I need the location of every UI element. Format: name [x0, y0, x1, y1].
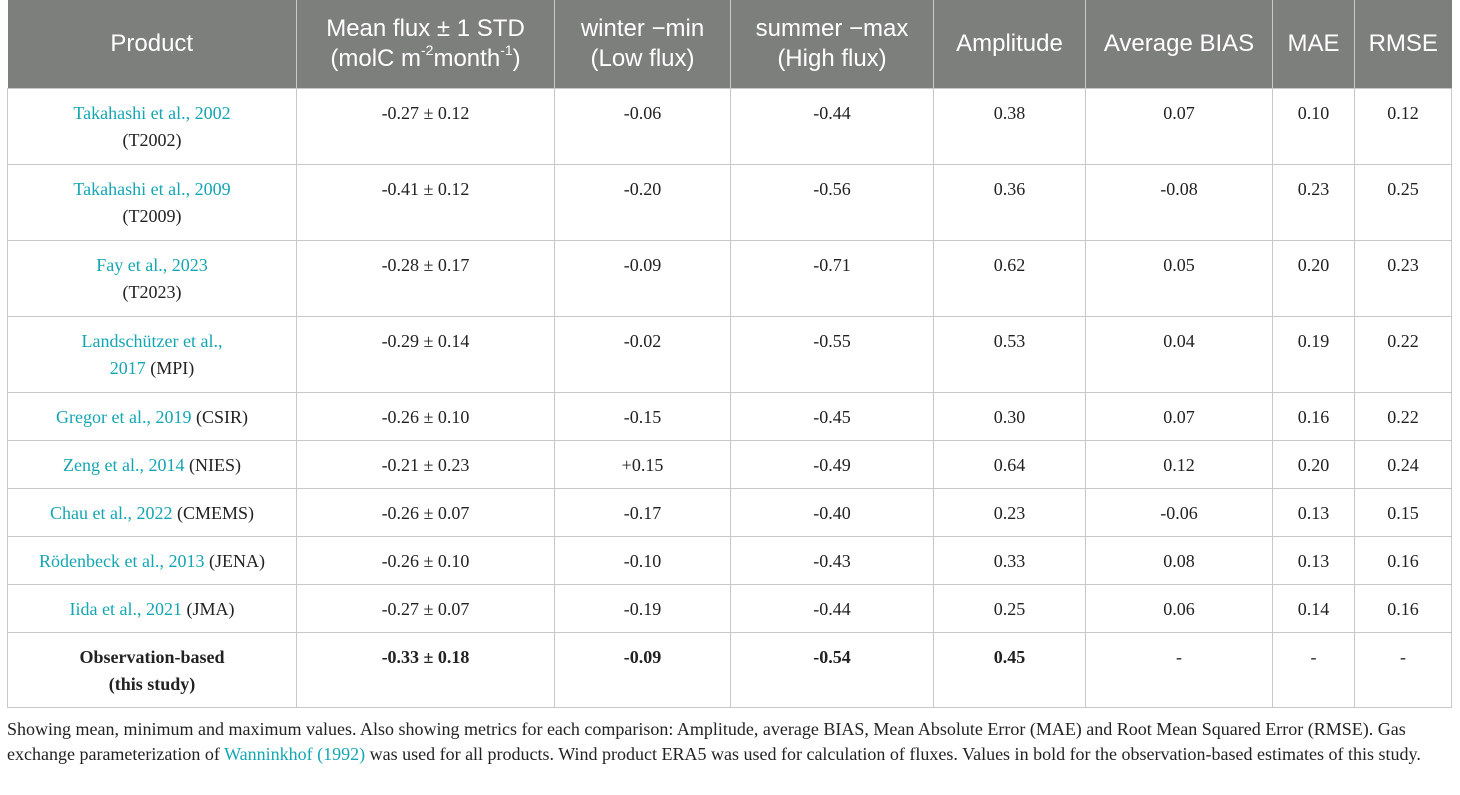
mae-cell: 0.19 [1273, 316, 1355, 392]
rmse-cell: 0.22 [1355, 316, 1452, 392]
reference-link[interactable]: Rödenbeck et al., 2013 [39, 550, 205, 571]
bias-cell: 0.07 [1086, 88, 1273, 164]
header-summer-line1: summer −max [755, 14, 909, 42]
table-row [8, 392, 1452, 440]
product-code: (CSIR) [195, 406, 248, 427]
caption-text-b: was used for all products. Wind product ERA5 was used for calculation of fluxes. Values in bold for the observation-based estimates of this study. [365, 744, 1421, 764]
winter-min-cell: -0.10 [555, 536, 731, 584]
winter-min-cell: -0.09 [555, 240, 731, 316]
table-row [8, 440, 1452, 488]
summer-max-cell: -0.40 [731, 488, 934, 536]
mae-cell: 0.13 [1273, 488, 1355, 536]
mean-flux-cell: -0.29 ± 0.14 [297, 316, 555, 392]
caption-text-a: Showing mean, minimum and maximum values. Also showing metrics for each comparison: Amplitude, average BIAS, Mean Absolute Error (MAE) and Root Mean Squared Error (RMSE). Gas exchange parameterization of [7, 719, 1406, 764]
reference-link-year[interactable]: 2017 [109, 357, 146, 378]
observation-row [8, 632, 1452, 707]
product-code: (MPI) [150, 357, 195, 378]
header-mean-flux-unit-a: (molC m [330, 44, 422, 72]
mean-flux-cell: -0.27 ± 0.12 [297, 88, 555, 164]
mean-flux-cell: -0.41 ± 0.12 [297, 164, 555, 240]
header-amplitude [934, 0, 1086, 88]
flux-table-container [7, 0, 1451, 708]
winter-min-cell: -0.06 [555, 88, 731, 164]
summer-max-cell: -0.45 [731, 392, 934, 440]
winter-min-cell: -0.09 [555, 632, 731, 707]
header-product [8, 0, 297, 88]
header-mean-flux-unit-c: ) [512, 44, 521, 72]
rmse-cell: 0.25 [1355, 164, 1452, 240]
product-cell [8, 584, 297, 632]
bias-cell: -0.06 [1086, 488, 1273, 536]
amplitude-cell: 0.45 [934, 632, 1086, 707]
table-caption [7, 717, 1453, 767]
winter-min-cell: -0.02 [555, 316, 731, 392]
header-summer-line2: (High flux) [777, 44, 887, 72]
bias-cell: 0.05 [1086, 240, 1273, 316]
mean-flux-cell: -0.26 ± 0.07 [297, 488, 555, 536]
product-cell [8, 88, 297, 164]
header-mean-flux-sup1: -2 [421, 41, 434, 58]
bias-cell: 0.08 [1086, 536, 1273, 584]
summer-max-cell: -0.44 [731, 584, 934, 632]
header-bias-label: Average BIAS [1103, 29, 1255, 57]
mae-cell: 0.20 [1273, 240, 1355, 316]
rmse-cell: 0.12 [1355, 88, 1452, 164]
header-winter-line1: winter −min [580, 14, 705, 42]
reference-link[interactable]: Takahashi et al., 2002 [73, 102, 231, 123]
summer-max-cell: -0.56 [731, 164, 934, 240]
observation-sublabel: (this study) [108, 673, 196, 694]
product-cell [8, 536, 297, 584]
mean-flux-cell: -0.21 ± 0.23 [297, 440, 555, 488]
winter-min-cell: -0.15 [555, 392, 731, 440]
bias-cell: -0.08 [1086, 164, 1273, 240]
header-mean-flux [297, 0, 555, 88]
header-rmse [1355, 0, 1452, 88]
header-winter-min [555, 0, 731, 88]
header-mean-flux-unit-b: month [433, 44, 501, 72]
product-cell [8, 164, 297, 240]
caption-reference-link[interactable]: Wanninkhof (1992) [224, 744, 366, 764]
product-cell [8, 392, 297, 440]
rmse-cell: 0.16 [1355, 536, 1452, 584]
mae-cell: 0.20 [1273, 440, 1355, 488]
table-row [8, 536, 1452, 584]
mean-flux-cell: -0.27 ± 0.07 [297, 584, 555, 632]
bias-cell: 0.04 [1086, 316, 1273, 392]
product-cell [8, 316, 297, 392]
summer-max-cell: -0.54 [731, 632, 934, 707]
rmse-cell: 0.22 [1355, 392, 1452, 440]
reference-link[interactable]: Chau et al., 2022 [50, 502, 173, 523]
bias-cell: 0.07 [1086, 392, 1273, 440]
product-code: (T2009) [122, 205, 182, 226]
bias-cell: - [1086, 632, 1273, 707]
header-mae [1273, 0, 1355, 88]
mean-flux-cell: -0.26 ± 0.10 [297, 536, 555, 584]
mean-flux-cell: -0.26 ± 0.10 [297, 392, 555, 440]
mean-flux-cell: -0.28 ± 0.17 [297, 240, 555, 316]
reference-link[interactable]: Zeng et al., 2014 [63, 454, 185, 475]
amplitude-cell: 0.62 [934, 240, 1086, 316]
product-code: (CMEMS) [176, 502, 254, 523]
product-code: (JMA) [186, 598, 235, 619]
table-row [8, 88, 1452, 164]
mae-cell: 0.14 [1273, 584, 1355, 632]
header-row [8, 0, 1452, 88]
mae-cell: 0.23 [1273, 164, 1355, 240]
amplitude-cell: 0.25 [934, 584, 1086, 632]
mae-cell: 0.13 [1273, 536, 1355, 584]
bias-cell: 0.12 [1086, 440, 1273, 488]
reference-link[interactable]: Fay et al., 2023 [96, 254, 208, 275]
rmse-cell: 0.16 [1355, 584, 1452, 632]
header-product-label: Product [110, 29, 194, 57]
winter-min-cell: -0.20 [555, 164, 731, 240]
table-row [8, 164, 1452, 240]
product-cell [8, 240, 297, 316]
header-summer-max [731, 0, 934, 88]
rmse-cell: - [1355, 632, 1452, 707]
rmse-cell: 0.24 [1355, 440, 1452, 488]
product-code: (T2023) [122, 281, 182, 302]
mae-cell: 0.10 [1273, 88, 1355, 164]
product-cell [8, 488, 297, 536]
amplitude-cell: 0.30 [934, 392, 1086, 440]
reference-link[interactable]: Takahashi et al., 2009 [73, 178, 231, 199]
summer-max-cell: -0.55 [731, 316, 934, 392]
mae-cell: - [1273, 632, 1355, 707]
product-code: (T2002) [122, 129, 182, 150]
flux-comparison-table [7, 0, 1452, 708]
summer-max-cell: -0.71 [731, 240, 934, 316]
header-average-bias [1086, 0, 1273, 88]
product-cell [8, 632, 297, 707]
reference-link[interactable]: Gregor et al., 2019 [56, 406, 192, 427]
header-mae-label: MAE [1287, 29, 1340, 57]
table-row [8, 316, 1452, 392]
summer-max-cell: -0.43 [731, 536, 934, 584]
reference-link[interactable]: Iida et al., 2021 [69, 598, 182, 619]
summer-max-cell: -0.49 [731, 440, 934, 488]
winter-min-cell: -0.17 [555, 488, 731, 536]
amplitude-cell: 0.64 [934, 440, 1086, 488]
header-rmse-label: RMSE [1368, 29, 1438, 57]
rmse-cell: 0.23 [1355, 240, 1452, 316]
bias-cell: 0.06 [1086, 584, 1273, 632]
reference-link[interactable]: Landschützer et al., [81, 330, 223, 351]
product-code: (NIES) [188, 454, 241, 475]
winter-min-cell: +0.15 [555, 440, 731, 488]
header-mean-flux-line1: Mean flux ± 1 STD [326, 14, 525, 42]
mean-flux-cell: -0.33 ± 0.18 [297, 632, 555, 707]
header-winter-line2: (Low flux) [590, 44, 695, 72]
header-amplitude-label: Amplitude [956, 29, 1063, 57]
table-row [8, 584, 1452, 632]
table-row [8, 488, 1452, 536]
amplitude-cell: 0.36 [934, 164, 1086, 240]
amplitude-cell: 0.23 [934, 488, 1086, 536]
product-code: (JENA) [208, 550, 265, 571]
product-cell [8, 440, 297, 488]
rmse-cell: 0.15 [1355, 488, 1452, 536]
summer-max-cell: -0.44 [731, 88, 934, 164]
mae-cell: 0.16 [1273, 392, 1355, 440]
observation-label: Observation-based [79, 646, 225, 667]
amplitude-cell: 0.33 [934, 536, 1086, 584]
amplitude-cell: 0.53 [934, 316, 1086, 392]
header-mean-flux-sup2: -1 [500, 41, 513, 58]
table-row [8, 240, 1452, 316]
amplitude-cell: 0.38 [934, 88, 1086, 164]
winter-min-cell: -0.19 [555, 584, 731, 632]
